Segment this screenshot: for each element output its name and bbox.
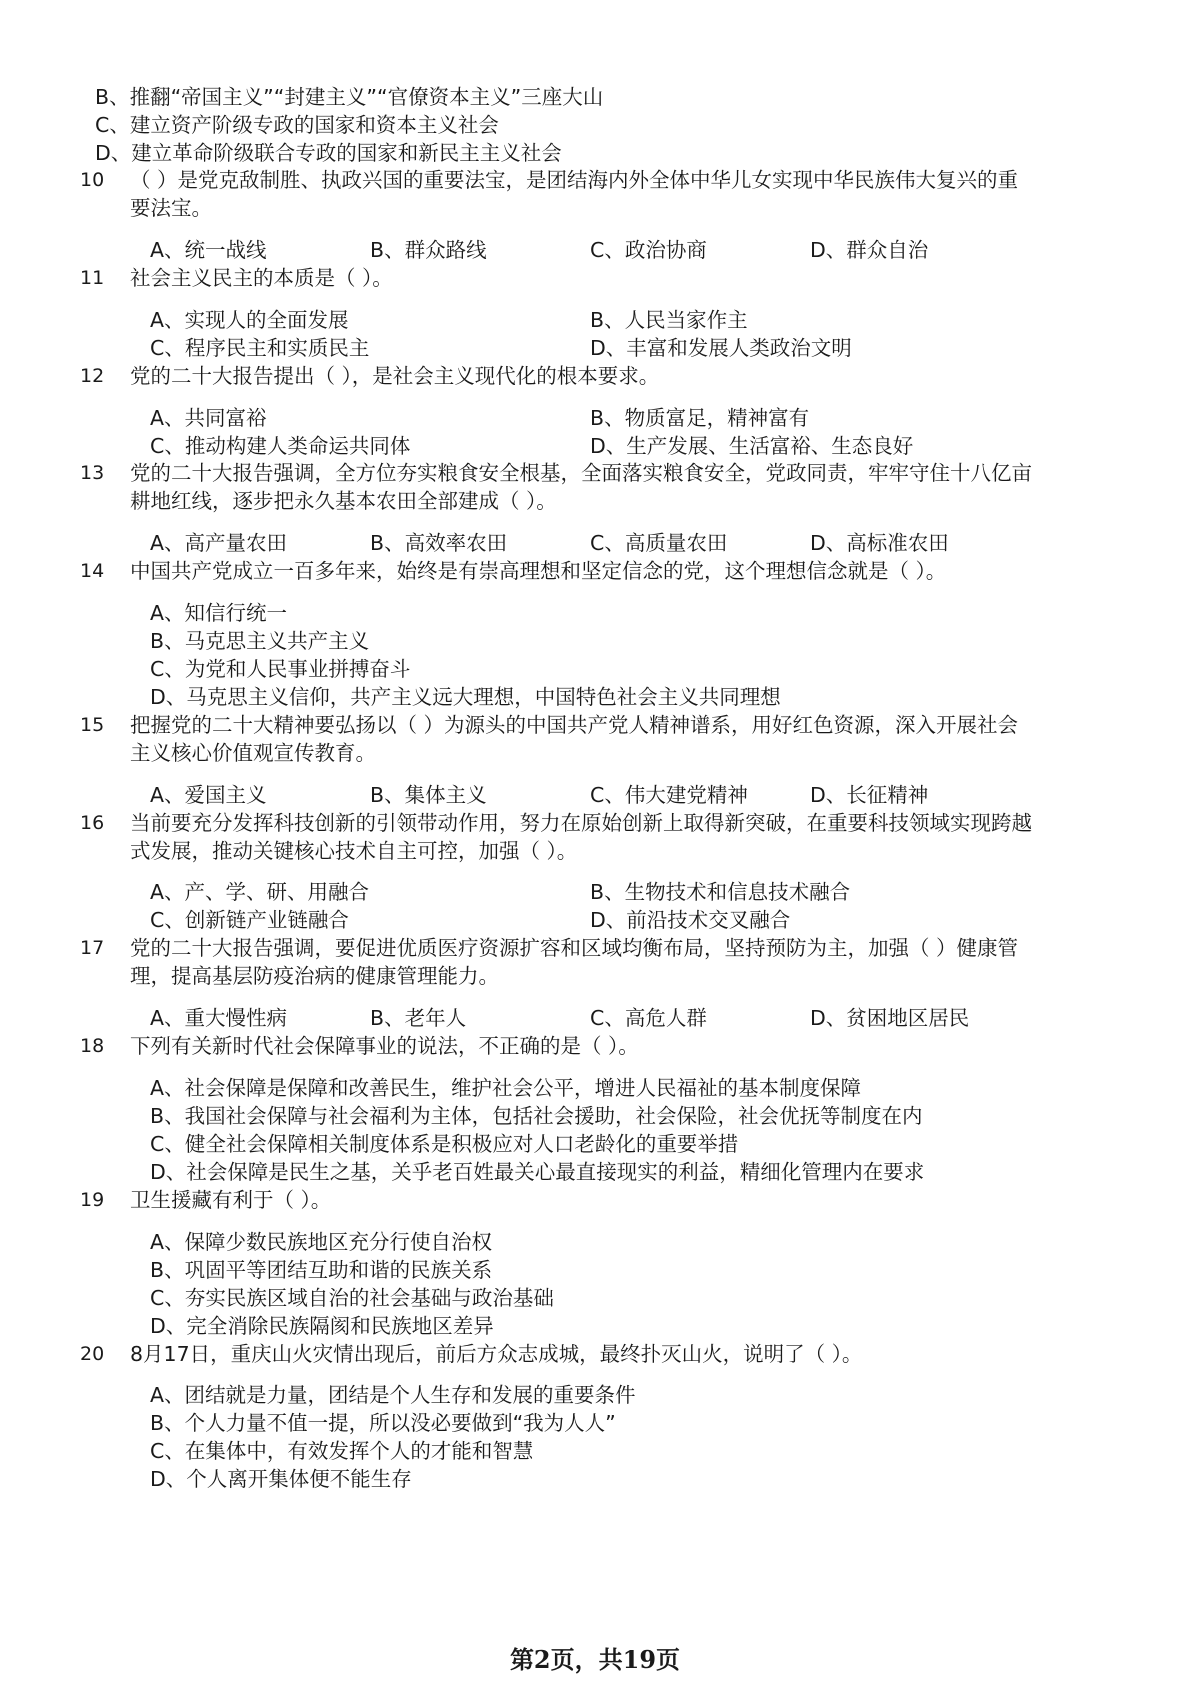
question-stem: 8月17日，重庆山火灾情出现后，前后方众志成城，最终扑灭山火，说明了（ ）。 [130,1342,863,1366]
option-b: B、我国社会保障与社会福利为主体，包括社会援助，社会保险，社会优抚等制度在内 [150,1104,923,1128]
question-stem: 理，提高基层防疫治病的健康管理能力。 [130,964,499,988]
question-stem: 下列有关新时代社会保障事业的说法，不正确的是（ ）。 [130,1034,639,1058]
question-number: 11 [80,267,105,289]
option-d: D、马克思主义信仰，共产主义远大理想，中国特色社会主义共同理想 [150,685,781,709]
question-number: 14 [80,560,105,582]
option-c: C、夯实民族区域自治的社会基础与政治基础 [150,1286,554,1310]
option-d: D、个人离开集体便不能生存 [150,1467,412,1491]
option-c: C、高危人群 [590,1006,707,1030]
carryover-option-d: D、建立革命阶级联合专政的国家和新民主主义社会 [95,141,562,165]
option-b: B、个人力量不值一提，所以没必要做到“我为人人” [150,1411,616,1435]
question-stem: 主义核心价值观宣传教育。 [130,741,376,765]
option-a: A、保障少数民族地区充分行使自治权 [150,1230,493,1254]
option-d: D、前沿技术交叉融合 [590,908,791,932]
question-number: 18 [80,1035,105,1057]
option-a: A、高产量农田 [150,531,288,555]
option-a: A、爱国主义 [150,783,267,807]
option-c: C、为党和人民事业拼搏奋斗 [150,657,411,681]
option-b: B、物质富足，精神富有 [590,406,810,430]
option-b: B、群众路线 [370,238,487,262]
option-d: D、丰富和发展人类政治文明 [590,336,852,360]
question-number: 17 [80,937,105,959]
question-stem: 党的二十大报告强调，全方位夯实粮食安全根基，全面落实粮食安全，党政同责，牢牢守住十八亿亩 [130,461,1032,485]
option-b: B、集体主义 [370,783,487,807]
option-a: A、产、学、研、用融合 [150,880,370,904]
page-footer: 第2页，共19页 [509,1645,681,1674]
option-a: A、团结就是力量，团结是个人生存和发展的重要条件 [150,1383,636,1407]
option-d: D、完全消除民族隔阂和民族地区差异 [150,1314,494,1338]
option-b: B、老年人 [370,1006,467,1030]
option-c: C、政治协商 [590,238,707,262]
option-c: C、推动构建人类命运共同体 [150,434,411,458]
question-stem: （ ）是党克敌制胜、执政兴国的重要法宝，是团结海内外全体中华儿女实现中华民族伟大复兴的重 [130,168,1019,192]
option-c: C、伟大建党精神 [590,783,748,807]
option-d: D、高标准农田 [810,531,949,555]
option-c: C、在集体中，有效发挥个人的才能和智慧 [150,1439,534,1463]
option-d: D、社会保障是民生之基，关乎老百姓最关心最直接现实的利益，精细化管理内在要求 [150,1160,925,1184]
question-stem: 式发展，推动关键核心技术自主可控，加强（ ）。 [130,839,578,863]
option-b: B、生物技术和信息技术融合 [590,880,851,904]
question-stem: 当前要充分发挥科技创新的引领带动作用，努力在原始创新上取得新突破，在重要科技领域实现跨越 [130,811,1032,835]
question-number: 15 [80,714,105,736]
option-c: C、健全社会保障相关制度体系是积极应对人口老龄化的重要举措 [150,1132,739,1156]
option-d: D、生产发展、生活富裕、生态良好 [590,434,914,458]
option-b: B、巩固平等团结互助和谐的民族关系 [150,1258,493,1282]
question-stem: 社会主义民主的本质是（ ）。 [130,266,393,290]
option-a: A、知信行统一 [150,601,288,625]
question-number: 20 [80,1343,105,1365]
question-stem: 卫生援藏有利于（ ）。 [130,1188,332,1212]
option-d: D、群众自治 [810,238,929,262]
option-a: A、统一战线 [150,238,267,262]
option-a: A、重大慢性病 [150,1006,288,1030]
question-number: 10 [80,169,105,191]
option-c: C、程序民主和实质民主 [150,336,370,360]
option-c: C、高质量农田 [590,531,728,555]
option-a: A、社会保障是保障和改善民生，维护社会公平，增进人民福祉的基本制度保障 [150,1076,862,1100]
option-b: B、马克思主义共产主义 [150,629,370,653]
carryover-option-b: B、推翻“帝国主义”“封建主义”“官僚资本主义”三座大山 [95,85,604,109]
question-number: 13 [80,462,105,484]
question-number: 12 [80,365,105,387]
question-stem: 要法宝。 [130,196,212,220]
question-number: 16 [80,812,105,834]
question-stem: 耕地红线，逐步把永久基本农田全部建成（ ）。 [130,489,557,513]
option-a: A、实现人的全面发展 [150,308,349,332]
question-number: 19 [80,1189,105,1211]
question-stem: 中国共产党成立一百多年来，始终是有崇高理想和坚定信念的党，这个理想信念就是（ ）。 [130,559,947,583]
option-c: C、创新链产业链融合 [150,908,349,932]
option-a: A、共同富裕 [150,406,267,430]
question-stem: 党的二十大报告强调，要促进优质医疗资源扩容和区域均衡布局，坚持预防为主，加强（ ）健康管 [130,936,1019,960]
option-d: D、贫困地区居民 [810,1006,970,1030]
carryover-option-c: C、建立资产阶级专政的国家和资本主义社会 [95,113,499,137]
question-stem: 党的二十大报告提出（ ），是社会主义现代化的根本要求。 [130,364,660,388]
question-stem: 把握党的二十大精神要弘扬以（ ）为源头的中国共产党人精神谱系，用好红色资源，深入开展社会 [130,713,1019,737]
option-b: B、高效率农田 [370,531,508,555]
option-d: D、长征精神 [810,783,929,807]
option-b: B、人民当家作主 [590,308,748,332]
